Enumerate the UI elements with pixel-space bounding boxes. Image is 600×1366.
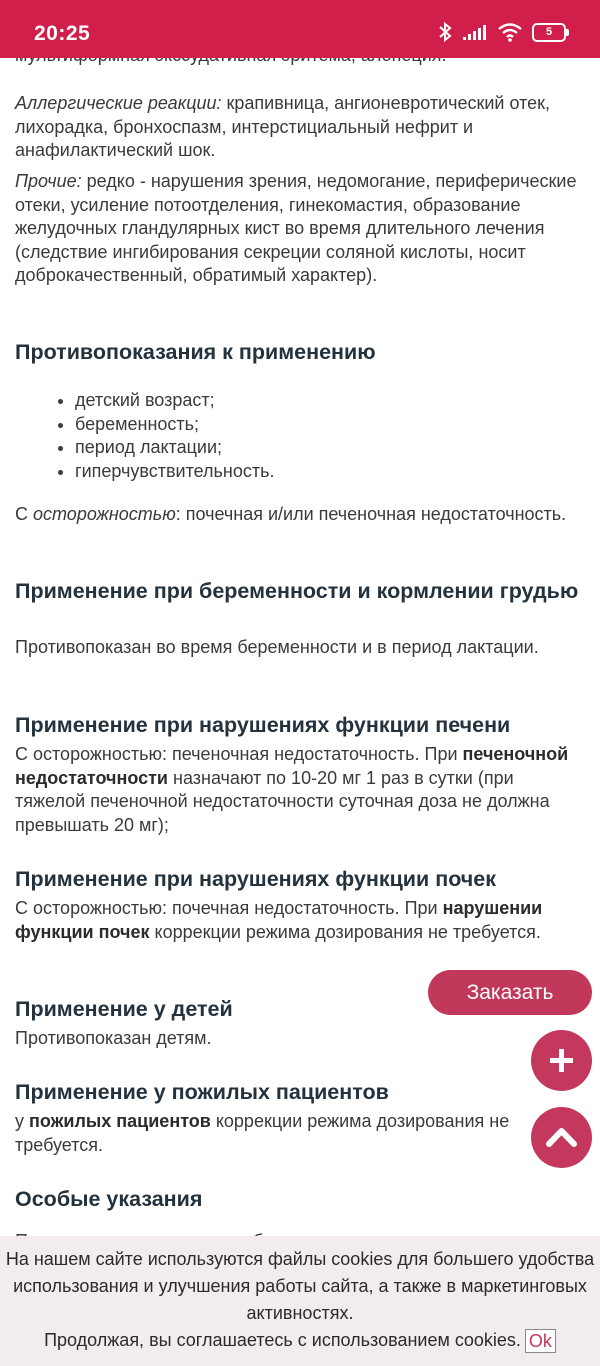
allergic-text: крапивница, ангионевротический отек, лихорадка, бронхоспазм, интерстициальный нефрит и анафилактический шок.	[15, 93, 551, 160]
bluetooth-icon	[437, 22, 453, 42]
kidney-text-1: С осторожностью: почечная недостаточность. При	[15, 898, 443, 918]
allergic-reactions-paragraph	[15, 92, 587, 163]
status-time: 20:25	[34, 22, 91, 45]
kidney-paragraph	[15, 897, 587, 944]
special-notes-heading: Особые указания	[15, 1187, 203, 1211]
signal-icon	[462, 23, 488, 41]
children-heading: Применение у детей	[15, 997, 233, 1021]
children-text: Противопоказан детям.	[15, 1028, 212, 1048]
other-label: Прочие:	[15, 171, 82, 191]
status-bar	[0, 0, 600, 58]
caution-paragraph	[15, 503, 587, 527]
list-item: • беременность;	[75, 413, 275, 437]
pregnancy-text: Противопоказан во время беременности и в период лактации.	[15, 637, 539, 657]
caution-label: осторожностью	[33, 504, 176, 524]
other-text: редко - нарушения зрения, недомогание, периферические отеки, усиление потоотделения, гинекомастия, образование желудочных гландулярных кист во время длительного лечения (следствие ингибирования секреции соляной кислоты, носит доброкачественный, обратимый характер).	[15, 171, 577, 285]
elderly-heading: Применение у пожилых пациентов	[15, 1080, 389, 1104]
cookie-text: На нашем сайте используются файлы cookies для большего удобства использования и улучшения работы сайта, а также в маркетинговых активностях.	[5, 1249, 595, 1323]
status-icons	[437, 22, 566, 42]
cookie-banner	[0, 1236, 600, 1366]
list-item: • детский возраст;	[75, 389, 275, 413]
liver-text-1: С осторожностью: печеночная недостаточность. При	[15, 744, 463, 764]
other-effects-paragraph	[15, 170, 587, 288]
kidney-bold: нарушении функции почек	[15, 898, 543, 942]
scroll-top-button[interactable]	[531, 1107, 592, 1168]
cookie-consent-line	[0, 1327, 600, 1354]
liver-text-2: назначают по 10-20 мг 1 раз в сутки (при тяжелой печеночной недостаточности суточная доза не должна превышать 20 мг);	[15, 767, 550, 835]
cookie-ok-button[interactable]: Ok	[525, 1329, 556, 1353]
order-button[interactable]: Заказать	[428, 970, 592, 1015]
chevron-up-icon	[531, 1107, 592, 1168]
liver-paragraph	[15, 743, 587, 837]
caution-text: : почечная и/или печеночная недостаточность.	[175, 504, 567, 524]
kidney-heading: Применение при нарушениях функции почек	[15, 867, 496, 891]
elderly-bold: пожилых пациентов	[29, 1111, 211, 1131]
contraindications-heading: Противопоказания к применению	[15, 340, 376, 364]
battery-icon: 5	[532, 23, 566, 42]
caution-prefix: С	[15, 504, 33, 524]
elderly-paragraph	[15, 1110, 587, 1157]
kidney-text-2: коррекции режима дозирования не требуется.	[149, 921, 541, 942]
liver-heading: Применение при нарушениях функции печени	[15, 713, 511, 737]
wifi-icon	[497, 22, 523, 42]
list-item: • период лактации;	[75, 436, 275, 460]
add-button[interactable]	[531, 1030, 592, 1091]
contraindications-list	[57, 389, 275, 483]
elderly-text-2: коррекции режима дозирования не требуется.	[15, 1111, 510, 1155]
plus-icon	[531, 1030, 592, 1091]
liver-bold: печеночной недостаточности	[15, 744, 569, 788]
elderly-text-1: у	[15, 1111, 30, 1131]
pregnancy-heading: Применение при беременности и кормлении грудью	[15, 579, 579, 603]
list-item: • гиперчувствительность.	[75, 460, 275, 484]
allergic-label: Аллергические реакции:	[15, 93, 222, 113]
cookie-consent-text: Продолжая, вы соглашаетесь с использованием cookies.	[44, 1330, 521, 1350]
